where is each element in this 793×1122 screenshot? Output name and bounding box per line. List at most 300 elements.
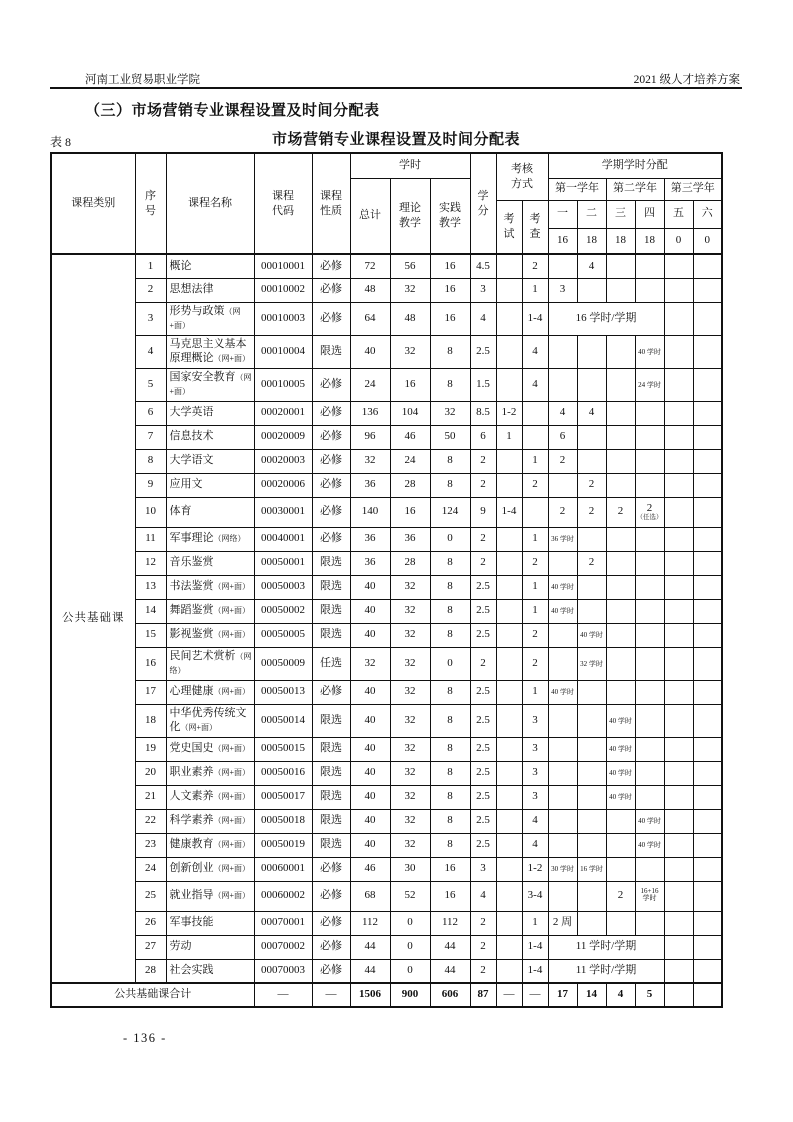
cell-course-name xyxy=(166,959,254,983)
cell-sem-1 xyxy=(548,599,577,623)
cell-hours-theory: 32 xyxy=(390,761,430,785)
cell-sem-2 xyxy=(577,368,606,401)
cell-seq: 6 xyxy=(135,401,166,425)
cell-sem-6 xyxy=(693,449,722,473)
cell-course-code: 00050017 xyxy=(254,785,312,809)
cell-hours-total: 32 xyxy=(350,449,390,473)
cell-credits: 2.5 xyxy=(470,785,496,809)
cell-course-name xyxy=(166,575,254,599)
header-credits xyxy=(470,153,496,254)
cell-credits: 2.5 xyxy=(470,809,496,833)
cell-hours-total: 40 xyxy=(350,833,390,857)
cell-exam xyxy=(496,647,522,680)
header-weeks-5: 0 xyxy=(664,228,693,254)
course-name-text: 国家安全教育 xyxy=(169,371,236,384)
cell-sem-3 xyxy=(606,425,635,449)
cell-sem-1 xyxy=(548,623,577,647)
cell-sem-1 xyxy=(548,761,577,785)
cell-hours-theory: 30 xyxy=(390,857,430,881)
cell-hours-total: 40 xyxy=(350,761,390,785)
course-name-tag: （网+面） xyxy=(213,687,251,697)
cell-course-name xyxy=(166,425,254,449)
cell-sem-1 xyxy=(548,527,577,551)
cell-hours-total: 36 xyxy=(350,473,390,497)
cell-course-code: 00060002 xyxy=(254,881,312,911)
cell-seq: 18 xyxy=(135,704,166,737)
header-sem-1: 一 xyxy=(548,200,577,228)
cell-hours-practice: 16 xyxy=(430,278,470,302)
sem-value: 40 学时 xyxy=(638,817,661,826)
cell-sem-5 xyxy=(664,833,693,857)
table-row xyxy=(51,680,722,704)
course-name-text: 舞蹈鉴赏 xyxy=(169,604,214,617)
course-name-text: 书法鉴赏 xyxy=(169,580,214,593)
cell-sem-1 xyxy=(548,881,577,911)
cell-hours-total: 136 xyxy=(350,401,390,425)
cell-course-code: 00050018 xyxy=(254,809,312,833)
cell-hours-practice: 8 xyxy=(430,833,470,857)
cell-hours-practice: 0 xyxy=(430,527,470,551)
cell-hours-practice: 16 xyxy=(430,857,470,881)
cell-sem-2 xyxy=(577,737,606,761)
cell-seq: 28 xyxy=(135,959,166,983)
cell-hours-theory: 28 xyxy=(390,551,430,575)
table-head xyxy=(51,153,722,254)
cell-sem-4 xyxy=(635,647,664,680)
table-row xyxy=(51,527,722,551)
cell-exam xyxy=(496,911,522,935)
cell-sem-1 xyxy=(548,473,577,497)
cell-credits: 2 xyxy=(470,959,496,983)
cell-course-code: 00020003 xyxy=(254,449,312,473)
cell-exam xyxy=(496,833,522,857)
cell-sem-6 xyxy=(693,761,722,785)
cell-course-code: 00050013 xyxy=(254,680,312,704)
cell-course-code: 00050019 xyxy=(254,833,312,857)
cell-hours-total: 44 xyxy=(350,935,390,959)
cell-credits: 2 xyxy=(470,551,496,575)
cell-course-nature: 限选 xyxy=(312,551,350,575)
cell-sem-1 xyxy=(548,857,577,881)
cell-hours-practice: 44 xyxy=(430,959,470,983)
cell-course-nature: 限选 xyxy=(312,335,350,368)
cell-sem-2 xyxy=(577,680,606,704)
cell-course-name xyxy=(166,935,254,959)
header-course-code-label: 课程代码 xyxy=(271,189,294,217)
cell-hours-theory: 16 xyxy=(390,497,430,527)
cell-sem-5 xyxy=(664,473,693,497)
cell-hours-practice: 16 xyxy=(430,254,470,278)
cell-check: 2 xyxy=(522,254,548,278)
cell-sem-4 xyxy=(635,497,664,527)
cell-hours-total: 40 xyxy=(350,704,390,737)
header-rule xyxy=(50,87,742,89)
cell-hours-total: 48 xyxy=(350,278,390,302)
cell-sem-4 xyxy=(635,833,664,857)
cell-course-nature: 必修 xyxy=(312,935,350,959)
cell-sem-1: 4 xyxy=(548,401,577,425)
cell-exam xyxy=(496,704,522,737)
cell-sem-5 xyxy=(664,254,693,278)
header-sem-4: 四 xyxy=(635,200,664,228)
cell-sem-2 xyxy=(577,704,606,737)
header-hours: 学时 xyxy=(350,153,470,178)
cell-course-code: 00030001 xyxy=(254,497,312,527)
cell-seq: 19 xyxy=(135,737,166,761)
sem-value: 40 学时 xyxy=(580,631,603,640)
cell-course-code: 00050001 xyxy=(254,551,312,575)
cell-seq: 3 xyxy=(135,302,166,335)
cell-sem-6 xyxy=(693,623,722,647)
course-name-tag: （网+面） xyxy=(213,840,251,850)
cell-sem-6 xyxy=(693,935,722,959)
course-name-tag: （网+面） xyxy=(213,891,251,901)
cell-exam xyxy=(496,959,522,983)
cell-course-code: 00050014 xyxy=(254,704,312,737)
cell-check: 2 xyxy=(522,623,548,647)
cell-course-name xyxy=(166,497,254,527)
table-row xyxy=(51,809,722,833)
cell-sem-4 xyxy=(635,368,664,401)
cell-hours-theory: 46 xyxy=(390,425,430,449)
cell-course-code: 00050003 xyxy=(254,575,312,599)
cell-sem-6 xyxy=(693,704,722,737)
course-name-text: 体育 xyxy=(169,505,192,518)
cell-sem-5 xyxy=(664,647,693,680)
cell-sem-2 xyxy=(577,623,606,647)
course-name-text: 信息技术 xyxy=(169,430,214,443)
cell-exam xyxy=(496,551,522,575)
cell-sem-3 xyxy=(606,737,635,761)
cell-check: 1-4 xyxy=(522,302,548,335)
course-name-text: 思想法律 xyxy=(169,283,214,296)
cell-seq: 23 xyxy=(135,833,166,857)
cell-course-name xyxy=(166,368,254,401)
cell-sem-2 xyxy=(577,647,606,680)
cell-hours-practice: 50 xyxy=(430,425,470,449)
cell-sem-4 xyxy=(635,623,664,647)
header-year-3: 第三学年 xyxy=(664,178,722,200)
cell-course-code: 00020001 xyxy=(254,401,312,425)
cell-course-name xyxy=(166,785,254,809)
cell-sem-5 xyxy=(664,809,693,833)
cell-check: 1 xyxy=(522,575,548,599)
cell-hours-practice: 32 xyxy=(430,401,470,425)
cell-course-name xyxy=(166,761,254,785)
sem-note: （任选） xyxy=(636,514,663,522)
cell-check: 3 xyxy=(522,761,548,785)
header-assessment xyxy=(496,153,548,200)
cell-exam xyxy=(496,935,522,959)
cell-hours-total: 36 xyxy=(350,527,390,551)
table-row xyxy=(51,959,722,983)
cell-exam xyxy=(496,449,522,473)
header-hours-practice-label: 实践教学 xyxy=(438,201,461,229)
course-name-text: 形势与政策 xyxy=(169,305,225,318)
cell-sem-1: 6 xyxy=(548,425,577,449)
cell-seq: 5 xyxy=(135,368,166,401)
cell-sem-6 xyxy=(693,575,722,599)
cell-sem-4 xyxy=(635,449,664,473)
course-name-text: 创新创业 xyxy=(169,862,214,875)
cell-hours-theory: 56 xyxy=(390,254,430,278)
total-nature: — xyxy=(312,983,350,1007)
table-row xyxy=(51,599,722,623)
cell-hours-practice: 8 xyxy=(430,809,470,833)
cell-sem-6 xyxy=(693,473,722,497)
cell-check: 1-2 xyxy=(522,857,548,881)
header-sem-6: 六 xyxy=(693,200,722,228)
course-name-tag: （网+面） xyxy=(213,582,251,592)
cell-sem-2 xyxy=(577,449,606,473)
course-name-text: 健康教育 xyxy=(169,838,214,851)
cell-sem-4 xyxy=(635,809,664,833)
sem-value: 40 学时 xyxy=(638,347,661,356)
cell-course-nature: 必修 xyxy=(312,959,350,983)
cell-sem-5 xyxy=(664,857,693,881)
cell-check: 3 xyxy=(522,737,548,761)
course-name-tag: （网+面） xyxy=(213,792,251,802)
header-check-label: 考查 xyxy=(529,212,541,240)
cell-sem-4 xyxy=(635,473,664,497)
cell-sem-5 xyxy=(664,881,693,911)
cell-seq: 20 xyxy=(135,761,166,785)
course-name-text: 大学英语 xyxy=(169,406,214,419)
cell-hours-total: 112 xyxy=(350,911,390,935)
cell-hours-practice: 8 xyxy=(430,599,470,623)
course-name-text: 军事技能 xyxy=(169,916,214,929)
cell-exam xyxy=(496,575,522,599)
cell-course-nature: 必修 xyxy=(312,302,350,335)
cell-course-nature: 必修 xyxy=(312,278,350,302)
cell-hours-total: 68 xyxy=(350,881,390,911)
total-sem-1: 17 xyxy=(548,983,577,1007)
cell-sem-6 xyxy=(693,881,722,911)
sem-value: 40 学时 xyxy=(551,583,574,592)
cell-hours-total: 40 xyxy=(350,623,390,647)
cell-sem-3 xyxy=(606,761,635,785)
cell-course-nature: 限选 xyxy=(312,833,350,857)
cell-sem-3: 2 xyxy=(606,497,635,527)
cell-hours-total: 72 xyxy=(350,254,390,278)
cell-credits: 1.5 xyxy=(470,368,496,401)
cell-sem-6 xyxy=(693,401,722,425)
cell-sem-5 xyxy=(664,425,693,449)
table-row xyxy=(51,881,722,911)
cell-hours-theory: 24 xyxy=(390,449,430,473)
cell-hours-total: 40 xyxy=(350,335,390,368)
cell-course-name xyxy=(166,680,254,704)
cell-sem-2: 2 xyxy=(577,473,606,497)
cell-credits: 3 xyxy=(470,857,496,881)
course-name-text: 影视鉴赏 xyxy=(169,628,214,641)
cell-credits: 2.5 xyxy=(470,833,496,857)
cell-sem-5 xyxy=(664,935,693,959)
cell-course-nature: 必修 xyxy=(312,473,350,497)
cell-seq: 15 xyxy=(135,623,166,647)
cell-course-code: 00010001 xyxy=(254,254,312,278)
cell-sem-5 xyxy=(664,599,693,623)
section-title: （三）市场营销专业课程设置及时间分配表 xyxy=(85,103,380,119)
table-row xyxy=(51,704,722,737)
course-name-tag: （网+面） xyxy=(213,744,251,754)
table-row xyxy=(51,425,722,449)
cell-check: 2 xyxy=(522,647,548,680)
cell-credits: 2.5 xyxy=(470,737,496,761)
course-name-text: 马克思主义基本原理概论 xyxy=(169,338,247,364)
cell-sem-5 xyxy=(664,335,693,368)
cell-seq: 13 xyxy=(135,575,166,599)
table-row xyxy=(51,368,722,401)
header-school-name: 河南工业贸易职业学院 xyxy=(85,74,200,86)
cell-course-nature: 必修 xyxy=(312,497,350,527)
header-semester-allocation: 学期学时分配 xyxy=(548,153,722,178)
cell-seq: 14 xyxy=(135,599,166,623)
table-row xyxy=(51,911,722,935)
cell-sem-1: 2 xyxy=(548,497,577,527)
cell-hours-total: 32 xyxy=(350,647,390,680)
cell-check: 1 xyxy=(522,449,548,473)
cell-sem-1 xyxy=(548,785,577,809)
cell-credits: 2.5 xyxy=(470,704,496,737)
cell-sem-6 xyxy=(693,335,722,368)
cell-sem-6 xyxy=(693,785,722,809)
table-row xyxy=(51,857,722,881)
cell-sem-1 xyxy=(548,368,577,401)
cell-exam xyxy=(496,302,522,335)
cell-hours-practice: 8 xyxy=(430,761,470,785)
cell-sem-1 xyxy=(548,254,577,278)
cell-course-code: 00050002 xyxy=(254,599,312,623)
cell-sem-5 xyxy=(664,704,693,737)
cell-hours-theory: 28 xyxy=(390,473,430,497)
cell-credits: 8.5 xyxy=(470,401,496,425)
cell-sem-3 xyxy=(606,278,635,302)
cell-seq: 24 xyxy=(135,857,166,881)
cell-course-code: 00020009 xyxy=(254,425,312,449)
header-sem-5: 五 xyxy=(664,200,693,228)
cell-sem-3 xyxy=(606,647,635,680)
cell-course-name xyxy=(166,551,254,575)
header-course-nature xyxy=(312,153,350,254)
cell-sem-1 xyxy=(548,575,577,599)
cell-hours-practice: 8 xyxy=(430,785,470,809)
header-seq xyxy=(135,153,166,254)
cell-exam xyxy=(496,809,522,833)
table-row xyxy=(51,497,722,527)
cell-sem-5 xyxy=(664,401,693,425)
cell-course-name xyxy=(166,335,254,368)
total-sem-3: 4 xyxy=(606,983,635,1007)
cell-sem-4 xyxy=(635,401,664,425)
cell-hours-theory: 36 xyxy=(390,527,430,551)
cell-hours-total: 40 xyxy=(350,680,390,704)
cell-exam xyxy=(496,368,522,401)
table-header-row-1 xyxy=(51,153,722,178)
cell-hours-total: 24 xyxy=(350,368,390,401)
cell-sem-6 xyxy=(693,809,722,833)
cell-exam xyxy=(496,473,522,497)
cell-hours-practice: 8 xyxy=(430,449,470,473)
course-name-text: 概论 xyxy=(169,259,192,272)
cell-course-nature: 必修 xyxy=(312,449,350,473)
cell-hours-theory: 32 xyxy=(390,599,430,623)
cell-sem-1 xyxy=(548,809,577,833)
cell-course-name xyxy=(166,704,254,737)
cell-check: 1 xyxy=(522,527,548,551)
course-name-tag: （网络） xyxy=(169,652,252,675)
cell-course-nature: 限选 xyxy=(312,737,350,761)
cell-hours-practice: 8 xyxy=(430,737,470,761)
cell-hours-theory: 32 xyxy=(390,704,430,737)
cell-credits: 4.5 xyxy=(470,254,496,278)
cell-sem-4 xyxy=(635,599,664,623)
course-name-text: 职业素养 xyxy=(169,766,214,779)
cell-sem-5 xyxy=(664,551,693,575)
cell-credits: 4 xyxy=(470,881,496,911)
cell-course-code: 00020006 xyxy=(254,473,312,497)
course-name-text: 就业指导 xyxy=(169,889,214,902)
cell-check xyxy=(522,497,548,527)
cell-check: 1 xyxy=(522,680,548,704)
cell-course-name xyxy=(166,833,254,857)
cell-sem-6 xyxy=(693,911,722,935)
cell-sem-1 xyxy=(548,551,577,575)
cell-sem-2: 2 xyxy=(577,551,606,575)
cell-exam xyxy=(496,278,522,302)
table-row xyxy=(51,473,722,497)
header-weeks-2: 18 xyxy=(577,228,606,254)
cell-course-code: 00050009 xyxy=(254,647,312,680)
cell-course-nature: 限选 xyxy=(312,704,350,737)
cell-credits: 2 xyxy=(470,935,496,959)
course-name-text: 应用文 xyxy=(169,478,203,491)
table-row xyxy=(51,785,722,809)
course-name-tag: （网+面） xyxy=(213,768,251,778)
cell-sem-6 xyxy=(693,833,722,857)
cell-sem-3 xyxy=(606,857,635,881)
cell-credits: 6 xyxy=(470,425,496,449)
cell-sem-3 xyxy=(606,335,635,368)
cell-hours-total: 40 xyxy=(350,737,390,761)
cell-check: 3 xyxy=(522,785,548,809)
cell-exam xyxy=(496,623,522,647)
table-row xyxy=(51,737,722,761)
course-name-tag: （网+面） xyxy=(180,722,218,732)
header-seq-label: 序号 xyxy=(144,189,156,217)
cell-check: 2 xyxy=(522,551,548,575)
table-title: 市场营销专业课程设置及时间分配表 xyxy=(271,132,520,148)
cell-sem-3 xyxy=(606,599,635,623)
cell-sem-5 xyxy=(664,680,693,704)
cell-exam: 1 xyxy=(496,425,522,449)
sem-value: 16+16 学时 xyxy=(640,886,659,903)
cell-credits: 2.5 xyxy=(470,623,496,647)
table-row xyxy=(51,575,722,599)
cell-course-name xyxy=(166,911,254,935)
cell-hours-theory: 52 xyxy=(390,881,430,911)
cell-course-code: 00050016 xyxy=(254,761,312,785)
cell-course-nature: 必修 xyxy=(312,425,350,449)
cell-hours-theory: 32 xyxy=(390,737,430,761)
table-total-row xyxy=(51,983,722,1007)
header-year-2: 第二学年 xyxy=(606,178,664,200)
cell-sem-4 xyxy=(635,911,664,935)
course-schedule-table xyxy=(50,152,723,1008)
cell-exam xyxy=(496,680,522,704)
cell-exam xyxy=(496,254,522,278)
cell-sem-2 xyxy=(577,785,606,809)
